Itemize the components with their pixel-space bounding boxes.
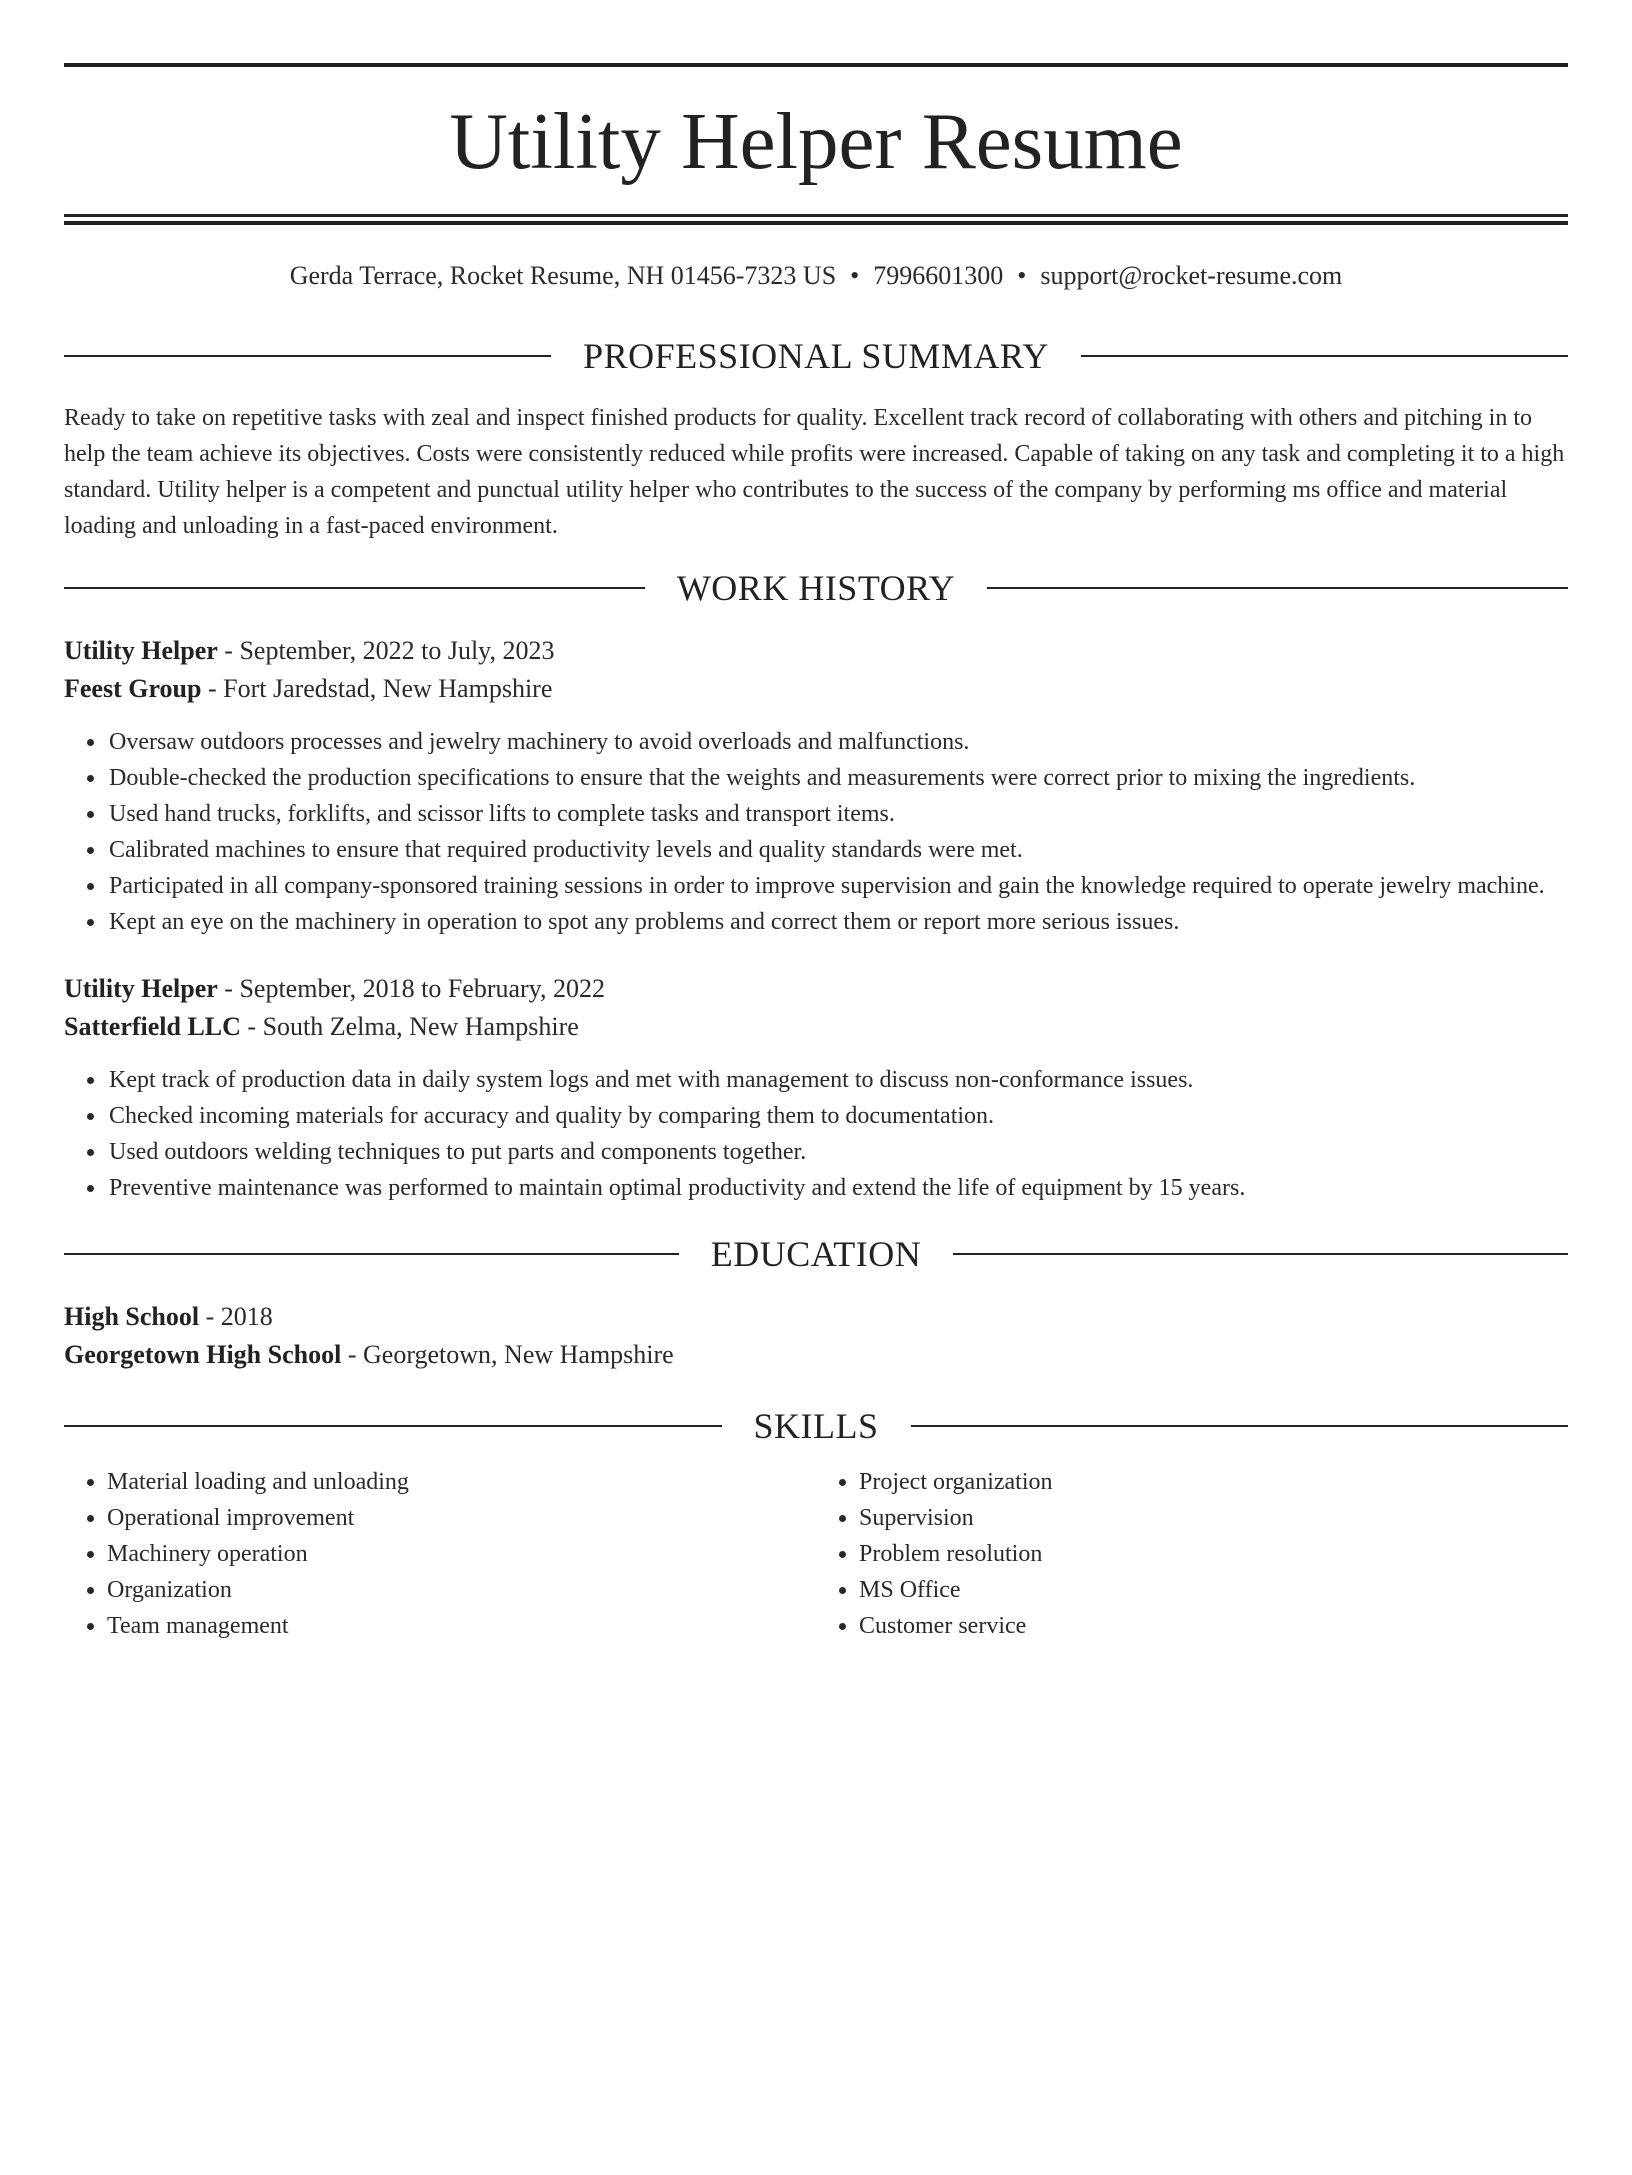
heading-rule-right [1081, 355, 1568, 357]
job-company-line [64, 670, 1568, 708]
job-bullet: • Checked incoming materials for accuracy and quality by comparing them to documentation. [107, 1098, 1568, 1134]
section-heading-education [64, 1232, 1568, 1276]
skill-item: • Project organization [859, 1464, 1568, 1500]
section-heading-skills [64, 1404, 1568, 1448]
skill-item: • Machinery operation [107, 1536, 816, 1572]
contact-separator: • [1017, 261, 1027, 290]
section-title-education: EDUCATION [710, 1234, 922, 1274]
job-bullet: • Participated in all company-sponsored training sessions in order to improve supervision and gain the knowledge required to operate jewelry machine. [107, 868, 1568, 904]
job-dates: - September, 2018 to February, 2022 [224, 974, 605, 1003]
job-bullet: • Preventive maintenance was performed to maintain optimal productivity and extend the life of equipment by 15 years. [107, 1170, 1568, 1206]
job-title-line [64, 970, 1568, 1008]
skills-columns [64, 1464, 1568, 1644]
heading-rule-right [987, 587, 1568, 589]
section-heading-work [64, 566, 1568, 610]
title-double-rule [64, 214, 1568, 225]
job-dates: - September, 2022 to July, 2023 [224, 636, 555, 665]
contact-line [64, 256, 1568, 296]
section-title-skills: SKILLS [753, 1406, 879, 1446]
heading-rule-right [911, 1425, 1569, 1427]
job-bullet: • Oversaw outdoors processes and jewelry machinery to avoid overloads and malfunctions. [107, 724, 1568, 760]
job-bullet-list [64, 724, 1568, 940]
heading-rule-left [64, 1425, 722, 1427]
job-entry [64, 970, 1568, 1206]
job-company-line [64, 1008, 1568, 1046]
education-school-line [64, 1336, 1568, 1374]
skill-item: • Supervision [859, 1500, 1568, 1536]
job-bullet: • Kept track of production data in daily system logs and met with management to discuss non-conformance issues. [107, 1062, 1568, 1098]
contact-email: support@rocket-resume.com [1040, 261, 1343, 290]
heading-rule-left [64, 587, 645, 589]
section-heading-summary [64, 334, 1568, 378]
education-degree: High School [64, 1302, 200, 1331]
education-year: - 2018 [205, 1302, 273, 1331]
skill-item: • Customer service [859, 1608, 1568, 1644]
heading-rule-left [64, 355, 551, 357]
skills-list-right [816, 1464, 1568, 1644]
education-school: Georgetown High School [64, 1340, 342, 1369]
job-bullet: • Used hand trucks, forklifts, and scissor lifts to complete tasks and transport items. [107, 796, 1568, 832]
skill-item: • Operational improvement [107, 1500, 816, 1536]
job-title: Utility Helper [64, 974, 218, 1003]
job-location: - South Zelma, New Hampshire [247, 1012, 579, 1041]
contact-phone: 7996601300 [873, 261, 1004, 290]
job-company: Satterfield LLC [64, 1012, 241, 1041]
resume-page [0, 63, 1632, 2175]
job-bullet-list [64, 1062, 1568, 1206]
skill-item: • Organization [107, 1572, 816, 1608]
skill-item: • Material loading and unloading [107, 1464, 816, 1500]
job-company: Feest Group [64, 674, 202, 703]
heading-rule-left [64, 1253, 679, 1255]
job-title: Utility Helper [64, 636, 218, 665]
summary-paragraph: Ready to take on repetitive tasks with zeal and inspect finished products for quality. Excellent track record of collaborating with others and pitching in to help the team achieve its objectives. Costs were consistently reduced while profits were increased. Capable of taking on any task and completing it to a high standard. Utility helper is a competent and punctual utility helper who contributes to the success of the company by performing ms office and material loading and unloading in a fast-paced environment. [64, 405, 1565, 539]
skills-list-left [64, 1464, 816, 1644]
education-entry [64, 1298, 1568, 1374]
education-location: - Georgetown, New Hampshire [347, 1340, 674, 1369]
skill-item: • Problem resolution [859, 1536, 1568, 1572]
resume-title: Utility Helper Resume [449, 96, 1183, 186]
section-title-summary: PROFESSIONAL SUMMARY [583, 336, 1049, 376]
skill-item: • MS Office [859, 1572, 1568, 1608]
job-bullet: • Calibrated machines to ensure that required productivity levels and quality standards were met. [107, 832, 1568, 868]
job-bullet: • Double-checked the production specifications to ensure that the weights and measurements were correct prior to mixing the ingredients. [107, 760, 1568, 796]
contact-separator: • [850, 261, 860, 290]
job-title-line [64, 632, 1568, 670]
heading-rule-right [953, 1253, 1568, 1255]
education-degree-line [64, 1298, 1568, 1336]
job-bullet: • Kept an eye on the machinery in operation to spot any problems and correct them or report more serious issues. [107, 904, 1568, 940]
skill-item: • Team management [107, 1608, 816, 1644]
job-bullet: • Used outdoors welding techniques to put parts and components together. [107, 1134, 1568, 1170]
section-title-work: WORK HISTORY [676, 568, 956, 608]
contact-address: Gerda Terrace, Rocket Resume, NH 01456-7323 US [289, 261, 837, 290]
job-location: - Fort Jaredstad, New Hampshire [207, 674, 553, 703]
job-entry [64, 632, 1568, 940]
top-rule [64, 63, 1568, 67]
